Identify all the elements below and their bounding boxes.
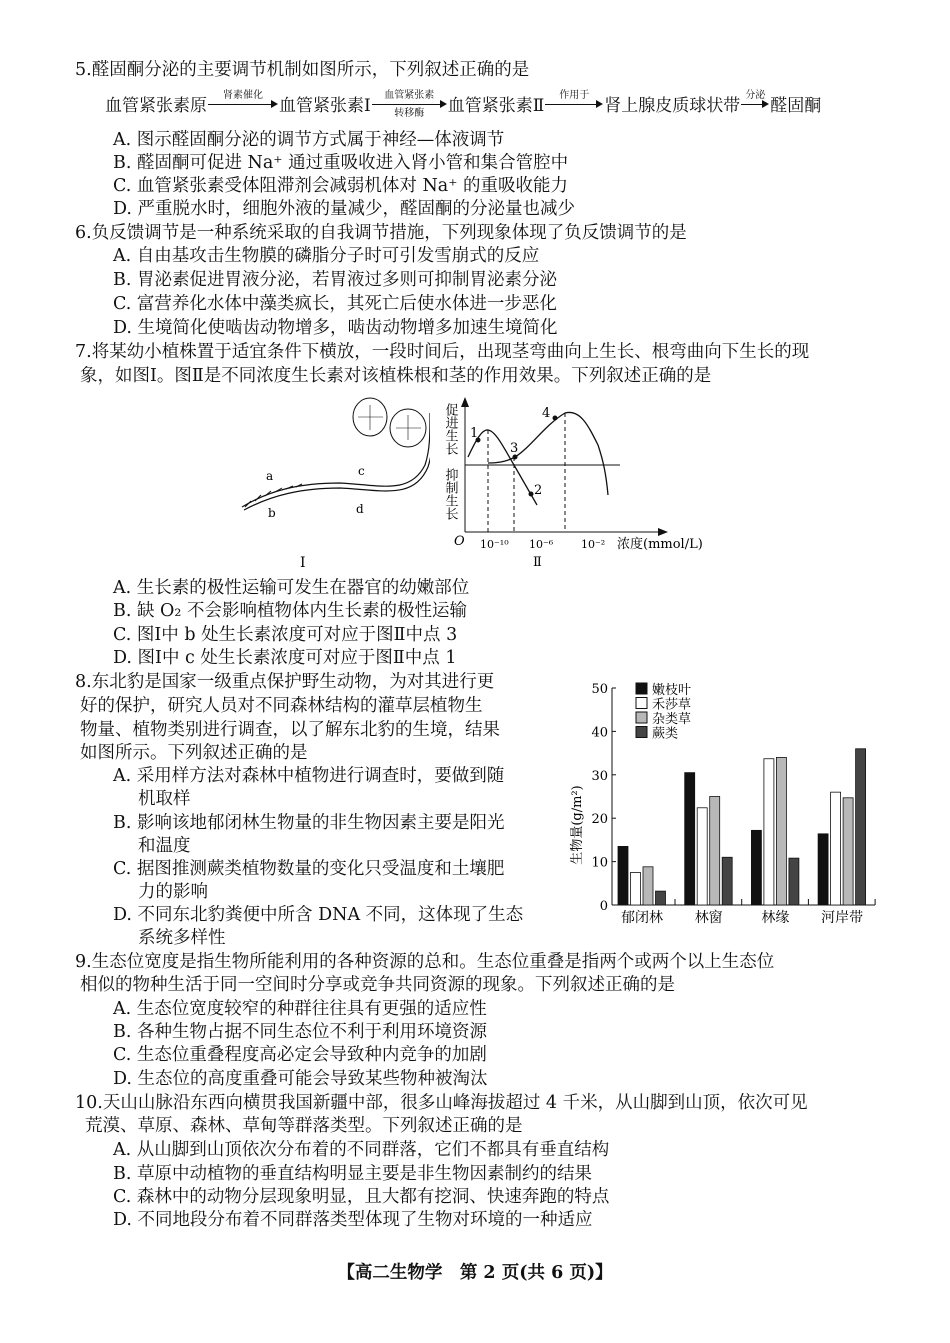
label-b: b (268, 506, 276, 520)
bar-嫩枝叶 (751, 830, 761, 905)
question-6-option-C: C. 富营养化水体中藻类疯长，其死亡后使水体进一步恶化 (113, 294, 557, 314)
question-7-option-C: C. 图Ⅰ中 b 处生长素浓度可对应于图Ⅱ中点 3 (113, 625, 458, 645)
question-10-option-C: C. 森林中的动物分层现象明显，且大都有挖洞、快速奔跑的特点 (113, 1187, 610, 1207)
question-10-option-B: B. 草原中动植物的垂直结构明显主要是非生物因素制约的结果 (113, 1164, 592, 1184)
q5-flow-diagram (105, 89, 822, 119)
arrow-icon (372, 89, 447, 119)
y-label-inhibit: 抑制生长 (442, 468, 458, 520)
x-tick-label: 10⁻² (581, 538, 606, 551)
label-a: a (266, 469, 274, 483)
legend-swatch (636, 727, 647, 738)
question-8-stem: 8.东北豹是国家一级重点保护野生动物，为对其进行更 (75, 672, 495, 692)
question-7-option-B: B. 缺 O₂ 不会影响植物体内生长素的极性运输 (113, 601, 467, 621)
arrow-label: 分泌 (745, 89, 766, 101)
question-10-stem: 荒漠、草原、森林、草甸等群落类型。下列叙述正确的是 (85, 1116, 523, 1136)
question-5-stem: 5.醛固酮分泌的主要调节机制如图所示，下列叙述正确的是 (75, 60, 530, 80)
x-tick-label: 10⁻¹⁰ (480, 538, 509, 551)
figure-2-label: Ⅱ (533, 555, 542, 570)
flow-node: 血管紧张素Ⅰ (279, 96, 371, 116)
x-tick-label: 河岸带 (821, 910, 864, 926)
arrow-label: 肾素催化 (223, 89, 263, 101)
bar-杂类草 (843, 798, 853, 905)
x-axis-label: 浓度(mmol/L) (617, 537, 703, 552)
y-tick-label: 10 (591, 855, 608, 871)
question-7-option-D: D. 图Ⅰ中 c 处生长素浓度可对应于图Ⅱ中点 1 (113, 648, 457, 668)
question-8-option-A: 机取样 (138, 789, 191, 809)
bar-禾莎草 (697, 808, 707, 905)
bar-蕨类 (722, 857, 732, 905)
page-footer: 【高二生物学 第 2 页(共 6 页)】 (337, 1263, 613, 1283)
bar-嫩枝叶 (818, 834, 828, 905)
question-5-option-D: D. 严重脱水时，细胞外液的量减少，醛固酮的分泌量也减少 (113, 199, 576, 219)
point-4-label: 4 (542, 406, 551, 421)
question-6-stem: 6.负反馈调节是一种系统采取的自我调节措施，下列现象体现了负反馈调节的是 (75, 223, 687, 243)
flow-node: 肾上腺皮质球状带 (604, 96, 741, 116)
label-c: c (358, 464, 365, 478)
bar-嫩枝叶 (685, 773, 695, 905)
label-d: d (356, 502, 364, 516)
arrow-icon (208, 89, 278, 115)
question-8-stem: 物量、植物类别进行调查，以了解东北豹的生境，结果 (80, 720, 500, 740)
bar-禾莎草 (631, 872, 641, 905)
legend-label: 禾莎草 (652, 697, 692, 713)
point-1-label: 1 (470, 426, 479, 441)
bar-禾莎草 (831, 792, 841, 905)
y-label-promote: 促进生长 (442, 403, 458, 455)
bar-杂类草 (643, 867, 653, 905)
legend-label: 嫩枝叶 (652, 683, 692, 698)
question-6-option-A: A. 自由基攻击生物膜的磷脂分子时可引发雪崩式的反应 (113, 246, 540, 266)
question-8-option-C: 力的影响 (138, 882, 208, 902)
legend-swatch (636, 698, 647, 709)
question-7-stem: 7.将某幼小植株置于适宜条件下横放，一段时间后，出现茎弯曲向上生长、根弯曲向下生长的现 (75, 342, 810, 362)
legend-swatch (636, 683, 647, 694)
point-2-label: 2 (534, 483, 543, 498)
x-tick-label: 10⁻⁶ (529, 538, 554, 551)
arrow-label: 作用于 (559, 89, 590, 101)
question-9-stem: 9.生态位宽度是指生物所能利用的各种资源的总和。生态位重叠是指两个或两个以上生态位 (75, 952, 775, 972)
x-tick-label: 林缘 (761, 910, 790, 926)
question-5-option-B: B. 醛固酮可促进 Na⁺ 通过重吸收进入肾小管和集合管腔中 (113, 153, 569, 173)
question-5-option-A: A. 图示醛固酮分泌的调节方式属于神经—体液调节 (113, 130, 505, 150)
flow-node: 醛固酮 (770, 96, 822, 116)
point-3-label: 3 (510, 441, 519, 456)
question-10-stem: 10.天山山脉沿东西向横贯我国新疆中部，很多山峰海拔超过 4 千米，从山脚到山顶，依次可见 (75, 1093, 808, 1113)
question-9-option-C: C. 生态位重叠程度高必定会导致种内竞争的加剧 (113, 1045, 487, 1065)
question-8-option-A: A. 采用样方法对森林中植物进行调查时，要做到随 (113, 766, 505, 786)
question-9-option-B: B. 各种生物占据不同生态位不利于利用环境资源 (113, 1022, 487, 1042)
figure-1-plant (230, 395, 430, 575)
y-tick-label: 20 (591, 812, 608, 828)
question-8-option-B: B. 影响该地郁闭林生物量的非生物因素主要是阳光 (113, 813, 505, 833)
question-7-stem: 象，如图Ⅰ。图Ⅱ是不同浓度生长素对该植株根和茎的作用效果。下列叙述正确的是 (80, 366, 712, 386)
y-tick-label: 40 (591, 725, 608, 741)
question-10-option-A: A. 从山脚到山顶依次分布着的不同群落，它们不都具有垂直结构 (113, 1140, 610, 1160)
question-8-option-D: 系统多样性 (138, 928, 226, 948)
question-6-option-D: D. 生境简化使啮齿动物增多，啮齿动物增多加速生境简化 (113, 318, 558, 338)
figure-1-label: Ⅰ (300, 555, 306, 571)
question-9-option-D: D. 生态位的高度重叠可能会导致某些物种被淘汰 (113, 1069, 488, 1089)
y-tick-label: 50 (591, 682, 608, 697)
flow-node: 血管紧张素Ⅱ (447, 96, 545, 116)
question-8-option-D: D. 不同东北豹粪便中所含 DNA 不同，这体现了生态 (113, 905, 524, 925)
arrow-label: 血管紧张素 (384, 89, 435, 101)
bar-蕨类 (856, 749, 866, 905)
arrow-label: 转移酶 (394, 107, 425, 119)
y-axis-label: 生物量(g/m²) (570, 785, 585, 865)
question-9-stem: 相似的物种生活于同一空间时分享或竞争共同资源的现象。下列叙述正确的是 (80, 975, 675, 995)
figure-2-auxin-graph (430, 395, 720, 575)
biomass-bar-chart (568, 675, 885, 935)
arrow-icon (545, 89, 603, 115)
bar-杂类草 (776, 757, 786, 905)
question-8-stem: 如图所示。下列叙述正确的是 (80, 743, 308, 763)
question-5-option-C: C. 血管紧张素受体阻滞剂会减弱机体对 Na⁺ 的重吸收能力 (113, 176, 568, 196)
legend-label: 蕨类 (652, 726, 679, 742)
question-8-option-C: C. 据图推测蕨类植物数量的变化只受温度和土壤肥 (113, 859, 505, 879)
x-tick-label: 林窗 (694, 910, 723, 926)
origin-label: O (454, 534, 465, 549)
x-tick-label: 郁闭林 (621, 910, 663, 926)
question-8-option-B: 和温度 (138, 836, 191, 856)
legend-swatch (636, 712, 647, 723)
flow-node: 血管紧张素原 (105, 96, 207, 116)
question-6-option-B: B. 胃泌素促进胃液分泌，若胃液过多则可抑制胃泌素分泌 (113, 270, 557, 290)
question-7-option-A: A. 生长素的极性运输可发生在器官的幼嫩部位 (113, 578, 470, 598)
bar-蕨类 (789, 858, 799, 905)
question-9-option-A: A. 生态位宽度较窄的种群往往具有更强的适应性 (113, 999, 487, 1019)
question-10-option-D: D. 不同地段分布着不同群落类型体现了生物对环境的一种适应 (113, 1210, 593, 1230)
legend-label: 杂类草 (652, 712, 692, 727)
question-8-stem: 好的保护，研究人员对不同森林结构的灌草层植物生 (80, 696, 483, 716)
bar-杂类草 (710, 797, 720, 906)
y-tick-label: 0 (599, 899, 608, 914)
bar-禾莎草 (764, 759, 774, 905)
bar-蕨类 (656, 891, 666, 905)
y-tick-label: 30 (591, 768, 608, 784)
bar-嫩枝叶 (618, 846, 628, 905)
arrow-icon (741, 89, 769, 115)
